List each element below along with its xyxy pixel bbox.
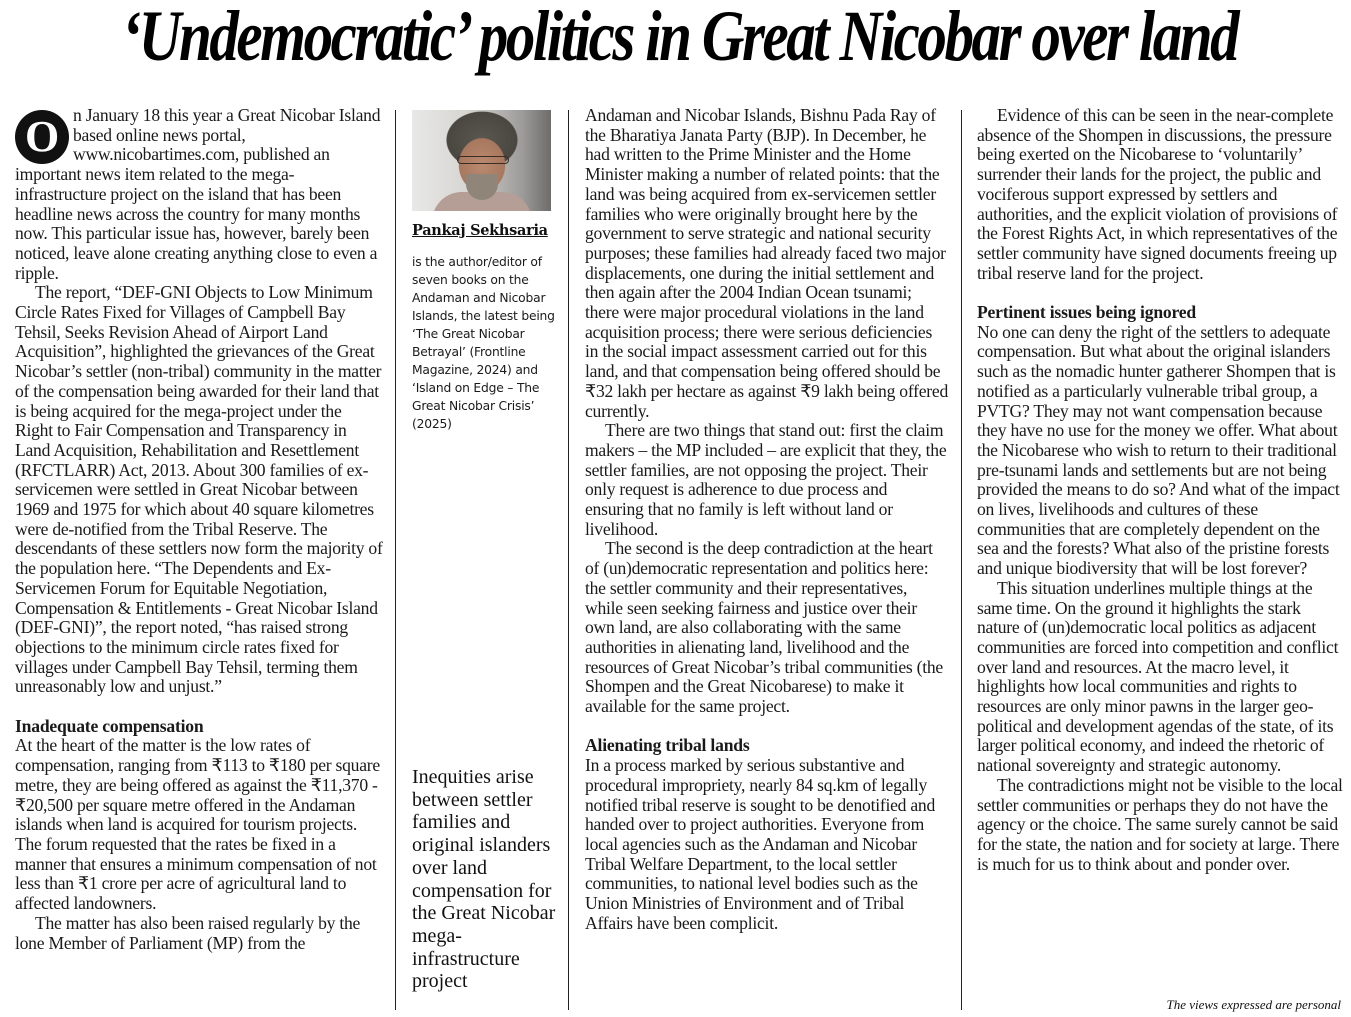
author-portrait-image: [412, 110, 551, 211]
subheading: Inadequate compensation: [15, 715, 204, 736]
paragraph: The matter has also been raised regularly by the lone Member of Parliament (MP) from the: [15, 912, 361, 953]
paragraph: The second is the deep contradiction at the heart of (un)democratic representation and politics here: the settler community and their representatives, while seen seeking fairness and justice over their own land, are also collaborating with the same authorities in alienating land, livelihood and the resources of Great Nicobar’s tribal communities (the Shompen and the Great Nicobarese) to make it available for the same project.: [585, 538, 943, 717]
paragraph: No one can deny the right of the settlers to adequate compensation. But what about the original islanders such as the nomadic hunter gatherer Shompen that is notified as a particularly vulnerable tribal group, a PVTG? They may not want compensation because they have no use for the money we offer. What about the Nicobarese who wish to return to their traditional pre-tsunami lands and settlements but are not being provided the means to do so? And what of the impact on lives, livelihoods and cultures of these communities that are completely dependent on the sea and the forests? What also of the pristine forests and unique biodiversity that will be lost forever?: [977, 321, 1340, 579]
paragraph: This situation underlines multiple things at the same time. On the ground it highlights the stark nature of (un)democratic local politics as adjacent communities are forced into competition and conflict over land and resources. At the macro level, it highlights how local communities and rights to resources are only minor pawns in the larger geo-political and development agendas of the state, of its larger political economy, and indeed the rhetoric of national sovereignty and strategic autonomy.: [977, 577, 1339, 776]
article-column-1: [15, 106, 383, 953]
column-divider: [568, 110, 569, 1010]
column-3-body: [585, 106, 949, 934]
paragraph: Andaman and Nicobar Islands, Bishnu Pada Ray of the Bharatiya Janata Party (BJP). In December, he had written to the Prime Minister and the Home Minister making a number of related points: that the land was being acquired from ex-servicemen settler families who were originally brought here by the government to serve strategic and national security purposes; these families had already faced two major displacements, one during the initial settlement and then again after the 2004 Indian Ocean tsunami; there were major procedural violations in the land acquisition process; there were serious deficiencies in the social impact assessment carried out for this land, and that compensation being offered should be ₹32 lakh per hectare as against ₹9 lakh being offered currently.: [585, 105, 948, 421]
disclaimer-note: The views expressed are personal: [1166, 997, 1341, 1012]
column-1-body: [15, 106, 383, 953]
paragraph: Evidence of this can be seen in the near-complete absence of the Shompen in discussions, the pressure being exerted on the Nicobarese to ‘voluntarily’ surrender their lands for the project, the public and vociferous support expressed by settlers and authorities, and the explicit violation of provisions of the Forest Rights Act, in which representatives of the settler community have signed documents freeing up tribal reserve land for the project.: [977, 105, 1338, 283]
paragraph: The report, “DEF-GNI Objects to Low Minimum Circle Rates Fixed for Villages of Campbell Bay Tehsil, Seeks Revision Ahead of Airport Land Acquisition”, highlighted the grievances of the Great Nicobar’s settler (non-tribal) community in the matter of the compensation being awarded for their land that is being acquired for the mega-project under the Right to Fair Compensation and Transparency in Land Acquisition, Rehabilitation and Resettlement (RFCTLARR) Act, 2013. About 300 families of ex-servicemen were settled in Great Nicobar between 1969 and 1975 for which about 40 square kilometres were de-notified from the Tribal Reserve. The descendants of these settlers now form the majority of the population here. “The Dependents and Ex-Servicemen Forum for Equitable Negotiation, Compensation & Entitlements - Great Nicobar Island (DEF-GNI)”, the report noted, “has raised strong objections to the minimum circle rates fixed for villages under Campbell Bay Tehsil, terming them unreasonably low and unjust.”: [15, 282, 383, 697]
subheading: Pertinent issues being ignored: [977, 302, 1196, 323]
paragraph: n January 18 this year a Great Nicobar Island based online news portal, www.nicobartimes.com, published an important news item related to the mega-infrastructure project on the island that has been headline news across the country for many months now. This particular issue has, however, barely been noticed, leave alone creating anything close to even a ripple.: [15, 105, 381, 283]
column-4-body: [977, 106, 1345, 874]
headline: ‘Undemocratic’ politics in Great Nicobar over land: [121, 0, 1238, 76]
paragraph: The contradictions might not be visible to the local settler communities or perhaps they do not have the agency or the choice. The same surely cannot be said for the state, the nation and for society at large. There is much for us to think about and ponder over.: [977, 774, 1343, 874]
author-bio: is the author/editor of seven books on the Andaman and Nicobar Islands, the latest being ‘The Great Nicobar Betrayal’ (Frontline Magazine, 2024) and ‘Island on Edge – The Great Nicobar Crisis’ (2025): [412, 255, 555, 431]
portrait-glasses: [457, 156, 509, 164]
article-column-4: [977, 106, 1345, 874]
column-divider: [395, 110, 396, 1010]
paragraph: In a process marked by serious substantive and procedural impropriety, nearly 84 sq.km of legally notified tribal reserve is sought to be denotified and handed over to project authorities. Everyone from local agencies such as the Andaman and Nicobar Tribal Welfare Department, to the local settler communities, to national level bodies such as the Union Ministries of Environment and of Tribal Affairs have been complicit.: [585, 755, 936, 933]
paragraph: There are two things that stand out: first the claim makers – the MP included – are explicit that they, the settler families, are not opposing the project. Their only request is adherence to due process and ensuring that no family is left without land or livelihood.: [585, 420, 947, 539]
article-column-3: [585, 106, 949, 934]
author-name[interactable]: Pankaj Sekhsaria: [412, 222, 548, 239]
pull-quote: Inequities arise between settler families and original islanders over land compensation for the Great Nicobar mega-infrastructure project: [412, 766, 556, 993]
column-divider: [961, 110, 962, 1010]
paragraph: At the heart of the matter is the low rates of compensation, ranging from ₹113 to ₹180 per square metre, they are being offered as against the ₹11,370 - ₹20,500 per square metre offered in the Andaman islands when land is acquired for tourism projects. The forum requested that the rates be fixed in a manner that ensures a minimum compensation of not less than ₹1 crore per acre of agricultural land to affected landowners.: [15, 735, 380, 914]
subheading: Alienating tribal lands: [585, 735, 750, 756]
dropcap: O: [15, 110, 69, 164]
